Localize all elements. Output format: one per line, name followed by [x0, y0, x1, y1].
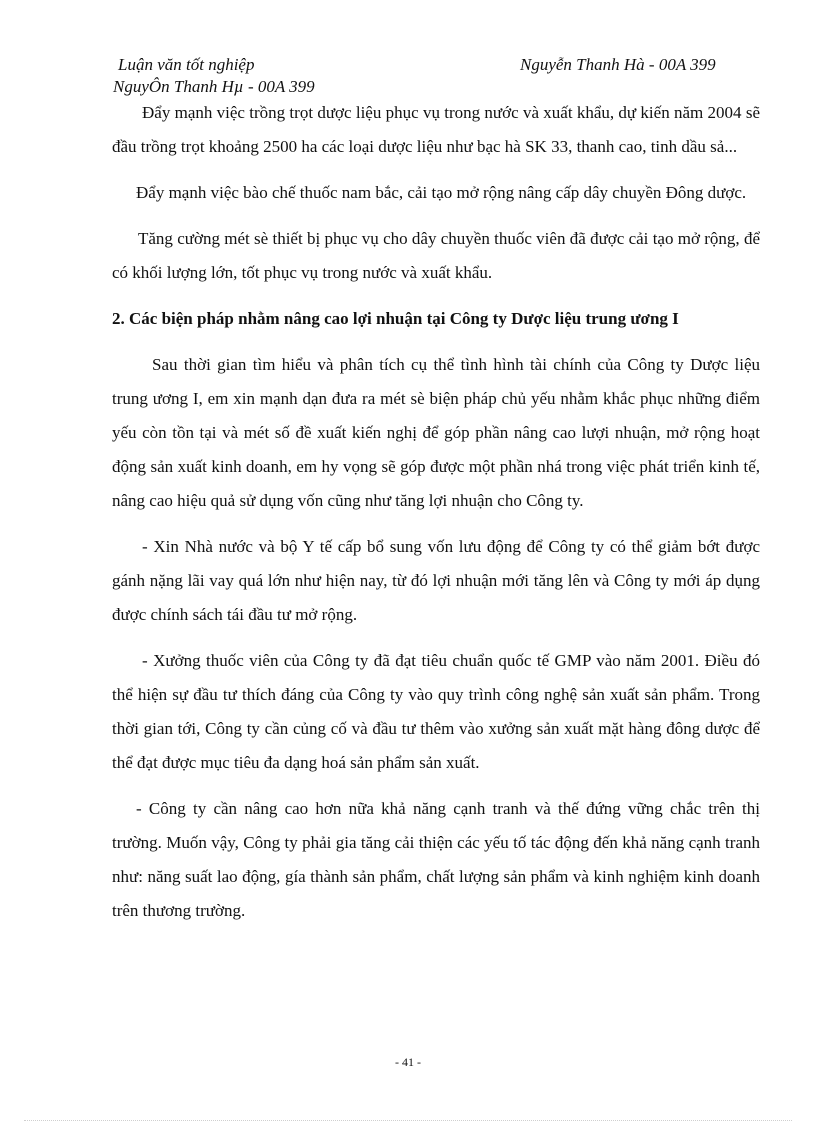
document-body	[112, 96, 760, 928]
section-heading: 2. Các biện pháp nhằm nâng cao lợi nhuận tại Công ty Dược liệu trung ương I	[112, 309, 679, 328]
paragraph-5: - Xin Nhà nước và bộ Y tế cấp bổ sung vốn lưu động để Công ty có thể giảm bớt được gánh nặng lãi vay quá lớn như hiện nay, từ đó lợi nhuận mới tăng lên và Công ty mới áp dụng được chính sách tái đầu tư mở rộng.	[112, 537, 760, 624]
paragraph-3: Tăng cường mét sè thiết bị phục vụ cho dây chuyền thuốc viên đã được cải tạo mở rộng, để có khối lượng lớn, tốt phục vụ trong nước và xuất khẩu.	[112, 229, 760, 282]
paragraph-6: - Xưởng thuốc viên của Công ty đã đạt tiêu chuẩn quốc tế GMP vào năm 2001. Điều đó thể hiện sự đầu tư thích đáng của Công ty vào quy trình công nghệ sản xuất sản phẩm. Trong thời gian tới, Công ty cần củng cố và đầu tư thêm vào xưởng sản xuất mặt hàng đông dược để thể đạt được mục tiêu đa dạng hoá sản phẩm sản xuất.	[112, 651, 760, 772]
header-title: Luận văn tốt nghiệp	[118, 55, 255, 74]
paragraph-4: Sau thời gian tìm hiểu và phân tích cụ thể tình hình tài chính của Công ty Dược liệu trung ương I, em xin mạnh dạn đưa ra mét sè biện pháp chủ yếu nhằm khắc phục những điểm yếu còn tồn tại và mét số đề xuất kiến nghị để góp phần nâng cao lượi nhuận, mở rộng hoạt động sản xuất kinh doanh, em hy vọng sẽ góp được một phần nhá trong việc phát triển kinh tế, nâng cao hiệu quả sử dụng vốn cũng như tăng lợi nhuận cho Công ty.	[112, 355, 760, 510]
header-author-garbled: NguyÔn Thanh Hµ - 00A 399	[113, 77, 315, 96]
paragraph-2: Đẩy mạnh việc bào chế thuốc nam bắc, cải tạo mở rộng nâng cấp dây chuyền Đông dược.	[136, 183, 747, 202]
header-author: Nguyễn Thanh Hà - 00A 399	[520, 55, 716, 74]
page-number: - 41 -	[395, 1055, 421, 1069]
paragraph-1: Đẩy mạnh việc trồng trọt dược liệu phục vụ trong nước và xuất khẩu, dự kiến năm 2004 sẽ đầu trồng trọt khoảng 2500 ha các loại dược liệu như bạc hà SK 33, thanh cao, tinh dầu sả...	[112, 103, 760, 156]
page-edge-divider	[24, 1120, 792, 1121]
paragraph-7: - Công ty cần nâng cao hơn nữa khả năng cạnh tranh và thế đứng vững chắc trên thị trường. Muốn vậy, Công ty phải gia tăng cải thiện các yếu tố tác động đến khả năng cạnh tranh như: năng suất lao động, gía thành sản phẩm, chất lượng sản phẩm và kinh nghiệm kinh doanh trên thương trường.	[112, 799, 760, 920]
